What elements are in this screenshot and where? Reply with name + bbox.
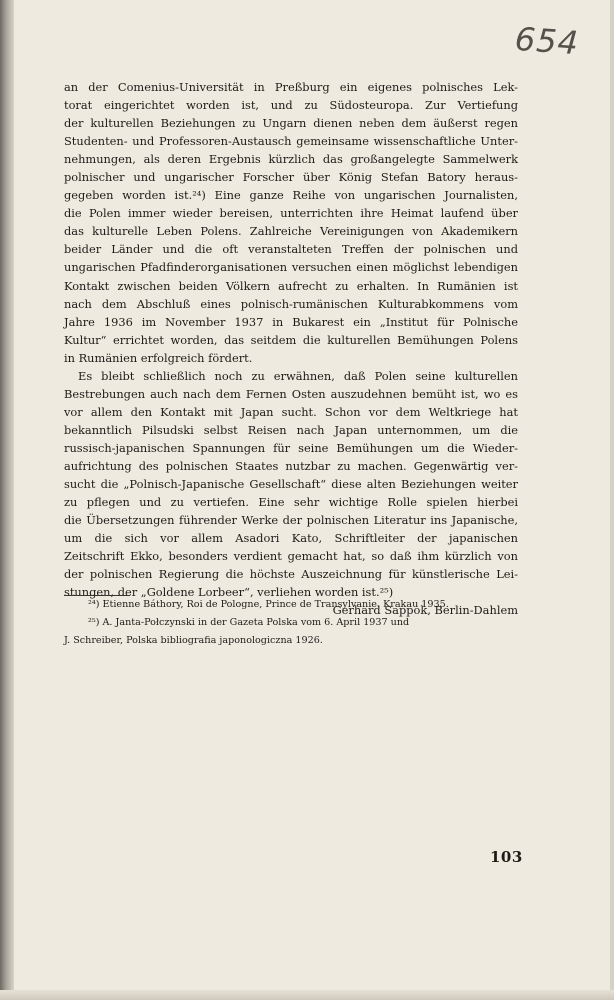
- text-line: Kontakt zwischen beiden Völkern aufrecht zu erhalten. In Rumänien ist: [64, 278, 518, 293]
- text-line: torat eingerichtet worden ist, und zu Südosteuropa. Zur Vertiefung: [64, 98, 518, 113]
- text-line: Bestrebungen auch nach dem Fernen Osten auszudehnen bemüht ist, wo es: [64, 386, 518, 401]
- footnotes: [64, 598, 518, 652]
- handwritten-folio-number: 654: [513, 19, 581, 63]
- author-signature: Gerhard Sappok, Berlin-Dahlem: [332, 603, 518, 618]
- text-line: Kultur“ errichtet worden, das seitdem die kulturellen Bemühungen Polens: [64, 332, 518, 347]
- text-line: der polnischen Regierung die höchste Auszeichnung für künstlerische Lei-: [64, 567, 518, 582]
- text-line: in Rumänien erfolgreich fördert.: [64, 350, 253, 365]
- text-line: die Polen immer wieder bereisen, unterrichten ihre Heimat laufend über: [64, 206, 518, 221]
- text-line: aufrichtung des polnischen Staates nutzbar zu machen. Gegenwärtig ver-: [64, 458, 518, 473]
- text-line: nehmungen, als deren Ergebnis kürzlich das großangelegte Sammelwerk: [64, 152, 518, 167]
- text-line: um die sich vor allem Asadori Kato, Schriftleiter der japanischen: [64, 531, 518, 546]
- page-number: 103: [490, 848, 523, 866]
- text-line: ungarischen Pfadfinderorganisationen versuchen einen möglichst lebendigen: [64, 260, 518, 275]
- text-line: Zeitschrift Ekko, besonders verdient gemacht hat, so daß ihm kürzlich von: [64, 549, 518, 564]
- text-line: sucht die „Polnisch-Japanische Gesellschaft“ diese alten Beziehungen weiter: [64, 477, 518, 492]
- text-line: Studenten- und Professoren-Austausch gemeinsame wissenschaftliche Unter-: [64, 134, 518, 149]
- footnote-line: ²⁴) Etienne Báthory, Roi de Pologne, Prince de Transylvanie. Krakau 1935.: [88, 599, 449, 610]
- footnote-line: ²⁵) A. Janta-Połczynski in der Gazeta Polska vom 6. April 1937 und: [88, 617, 410, 629]
- text-line: Jahre 1936 im November 1937 in Bukarest ein „Institut für Polnische: [64, 314, 518, 329]
- footnote-rule: [64, 595, 130, 596]
- text-line: Es bleibt schließlich noch zu erwähnen, daß Polen seine kulturellen: [78, 368, 518, 383]
- book-binding-edge: [0, 0, 14, 1000]
- body-text: [64, 78, 518, 619]
- text-line: beider Länder und die oft veranstalteten Treffen der polnischen und: [64, 242, 518, 257]
- text-line: nach dem Abschluß eines polnisch-rumänischen Kulturabkommens vom: [64, 296, 518, 311]
- page-bottom-edge: [0, 990, 614, 1000]
- text-line: stungen, der „Goldene Lorbeer“, verliehen worden ist.²⁵): [64, 585, 394, 600]
- text-line: gegeben worden ist.²⁴) Eine ganze Reihe von ungarischen Journalisten,: [64, 188, 518, 203]
- text-line: die Übersetzungen führender Werke der polnischen Literatur ins Japanische,: [64, 513, 518, 528]
- text-line: bekanntlich Pilsudski selbst Reisen nach Japan unternommen, um die: [64, 422, 518, 437]
- page-right-edge: [610, 0, 614, 1000]
- text-line: der kulturellen Beziehungen zu Ungarn dienen neben dem äußerst regen: [64, 116, 518, 131]
- text-line: an der Comenius-Universität in Preßburg ein eigenes polnisches Lek-: [64, 80, 518, 94]
- text-line: vor allem den Kontakt mit Japan sucht. Schon vor dem Weltkriege hat: [64, 404, 518, 419]
- text-line: polnischer und ungarischer Forscher über König Stefan Batory heraus-: [64, 170, 518, 185]
- footnote-line: J. Schreiber, Polska bibliografia japonologiczna 1926.: [64, 635, 323, 647]
- text-line: das kulturelle Leben Polens. Zahlreiche Vereinigungen von Akademikern: [64, 224, 518, 239]
- text-line: russisch-japanischen Spannungen für seine Bemühungen um die Wieder-: [64, 440, 518, 455]
- text-line: zu pflegen und zu vertiefen. Eine sehr wichtige Rolle spielen hierbei: [64, 495, 518, 510]
